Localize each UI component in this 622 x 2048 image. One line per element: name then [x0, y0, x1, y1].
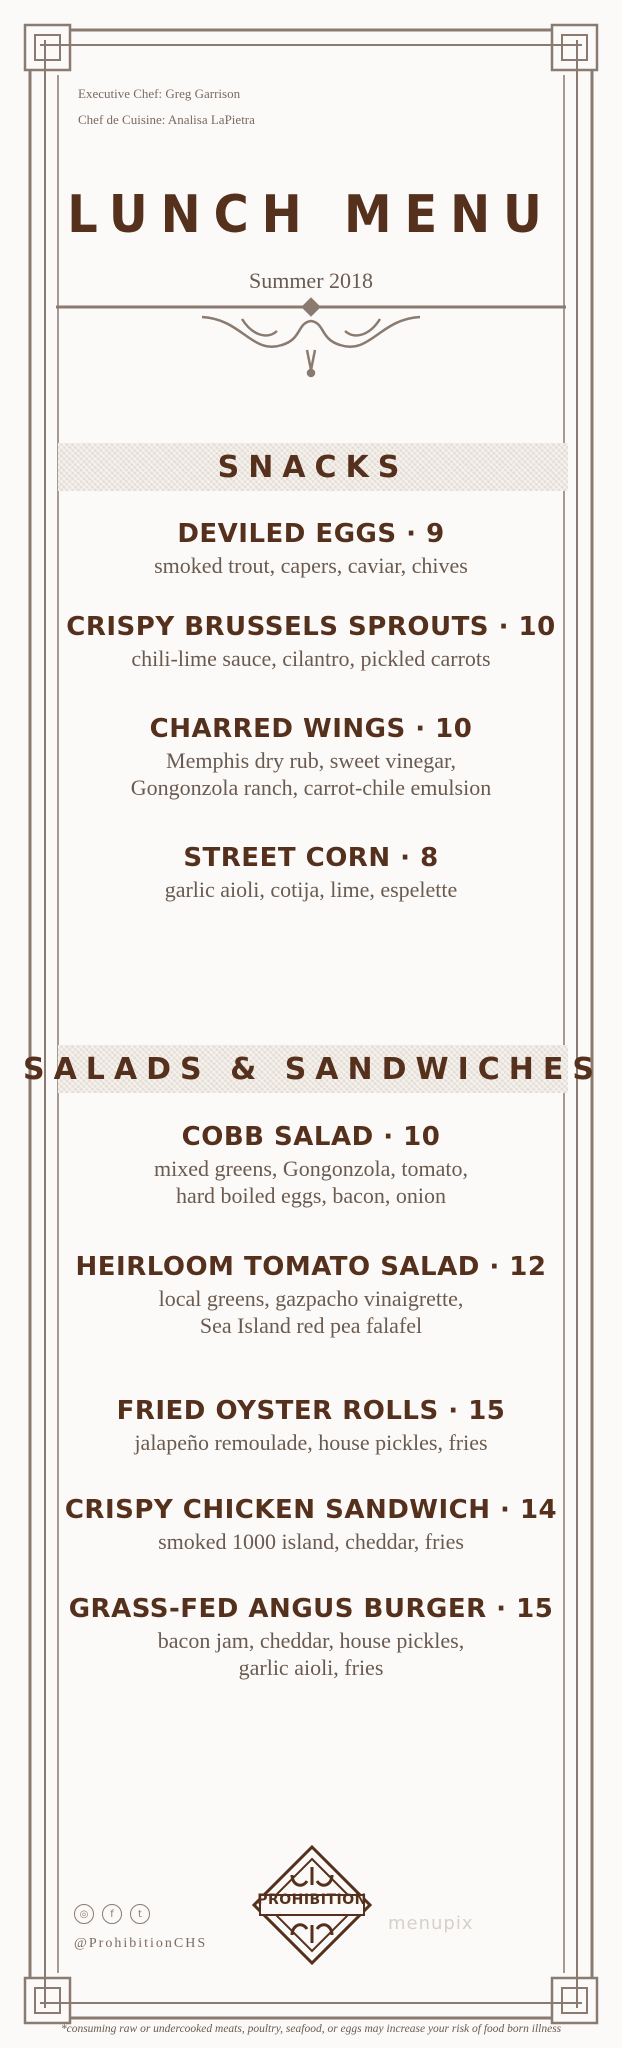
item-description: hard boiled eggs, bacon, onion — [175, 1183, 447, 1208]
item-description: jalapeño remoulade, house pickles, fries — [134, 1430, 488, 1455]
item-description: garlic aioli, cotija, lime, espelette — [164, 877, 458, 902]
facebook-icon[interactable]: f — [102, 1904, 122, 1924]
item-description: Gongonzola ranch, carrot-chile emulsion — [130, 775, 492, 800]
twitter-icon[interactable]: t — [130, 1904, 150, 1924]
watermark: menupix — [388, 1913, 474, 1934]
menu-item — [40, 609, 582, 672]
item-name: COBB SALAD · 10 — [181, 1122, 441, 1152]
menu-item — [40, 1393, 582, 1456]
instagram-icon[interactable]: ◎ — [74, 1904, 94, 1924]
executive-chef: Executive Chef: Greg Garrison — [78, 86, 241, 101]
ornament-divider — [52, 295, 570, 385]
item-description: Sea Island red pea falafel — [199, 1313, 423, 1338]
item-description: chili-lime sauce, cilantro, pickled carrots — [131, 646, 491, 671]
item-description: bacon jam, cheddar, house pickles, — [157, 1628, 465, 1653]
item-description: smoked 1000 island, cheddar, fries — [158, 1529, 464, 1554]
social-icons — [74, 1904, 150, 1924]
snacks-heading: SNACKS — [217, 449, 409, 485]
disclaimer: *consuming raw or undercooked meats, poultry, seafood, or eggs may increase your risk of food born illness — [60, 2023, 562, 2035]
menu-item — [40, 1591, 582, 1681]
item-name: CRISPY BRUSSELS SPROUTS · 10 — [66, 612, 556, 642]
item-description: smoked trout, capers, caviar, chives — [154, 553, 468, 578]
item-name: CHARRED WINGS · 10 — [149, 714, 473, 744]
chef-de-cuisine: Chef de Cuisine: Analisa LaPietra — [78, 112, 255, 127]
salads-banner — [22, 1045, 604, 1093]
item-name: HEIRLOOM TOMATO SALAD · 12 — [75, 1252, 547, 1282]
menu-title: LUNCH MENU — [67, 185, 555, 245]
item-description: Memphis dry rub, sweet vinegar, — [166, 748, 456, 773]
item-name: GRASS-FED ANGUS BURGER · 15 — [68, 1594, 554, 1624]
logo-text: PROHIBITION — [257, 1892, 367, 1908]
menu-item — [40, 1119, 582, 1209]
menu-item — [40, 711, 582, 801]
item-name: DEVILED EGGS · 9 — [177, 519, 445, 549]
menu-item — [40, 516, 582, 579]
item-description: local greens, gazpacho vinaigrette, — [158, 1286, 464, 1311]
item-name: FRIED OYSTER ROLLS · 15 — [116, 1396, 506, 1426]
item-description: mixed greens, Gongonzola, tomato, — [153, 1156, 469, 1181]
item-description: garlic aioli, fries — [238, 1655, 384, 1680]
snacks-banner — [58, 443, 568, 491]
menu-item — [40, 1492, 582, 1555]
menu-season: Summer 2018 — [248, 268, 374, 293]
menu-item — [40, 840, 582, 903]
menu-item — [40, 1249, 582, 1339]
item-name: CRISPY CHICKEN SANDWICH · 14 — [64, 1495, 558, 1525]
social-handle[interactable]: @ProhibitionCHS — [74, 1936, 208, 1951]
item-name: STREET CORN · 8 — [183, 843, 439, 873]
salads-heading: SALADS & SANDWICHES — [22, 1051, 604, 1087]
